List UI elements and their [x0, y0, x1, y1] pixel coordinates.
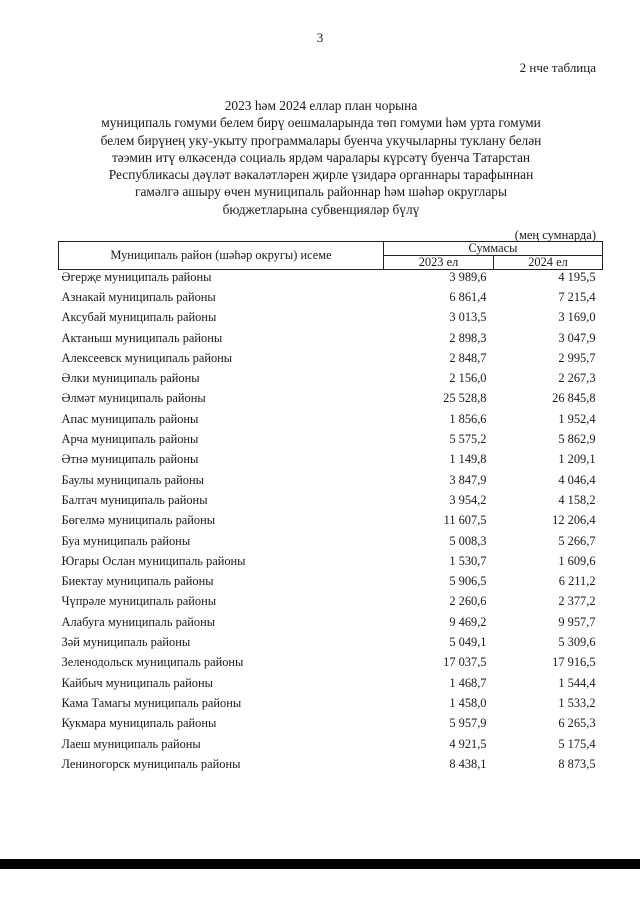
amount-2024-cell: 1 533,2	[558, 695, 596, 710]
district-name-cell: Югары Ослан муниципаль районы	[61, 553, 246, 568]
amount-2024-cell: 1 544,4	[558, 675, 596, 690]
amount-2023-cell: 5 575,2	[449, 432, 487, 447]
amount-2023-cell: 3 989,6	[449, 270, 487, 284]
amount-2023-cell: 25 528,8	[443, 391, 487, 406]
table-row	[59, 693, 603, 713]
scan-edge-bar	[0, 859, 640, 869]
page-number: 3	[316, 30, 324, 45]
amount-2024-cell: 6 211,2	[558, 574, 596, 589]
amount-2024-cell: 1 609,6	[558, 553, 596, 568]
amount-2024-cell: 4 046,4	[558, 472, 596, 487]
district-name-cell: Лаеш муниципаль районы	[61, 736, 201, 751]
amount-2023-cell: 5 049,1	[449, 635, 487, 650]
amount-2023-cell: 8 438,1	[449, 756, 487, 771]
amount-2023-cell: 2 156,0	[449, 371, 487, 386]
district-name-cell: Әлмәт муниципаль районы	[61, 391, 206, 406]
amount-2023-cell: 9 469,2	[449, 614, 487, 629]
table-row	[59, 470, 603, 490]
table-label: 2 нче таблица	[519, 60, 596, 75]
header-year-2024: 2024 ел	[494, 256, 603, 270]
table-row	[59, 348, 603, 368]
title-line: тәэмин итү өлкәсендә социаль ярдәм чаралары күрсәтү буенча Татарстан	[111, 149, 531, 165]
amount-2023-cell: 2 898,3	[449, 330, 487, 345]
amount-2023-cell: 5 906,5	[449, 574, 487, 589]
amount-2024-cell: 7 215,4	[558, 290, 596, 304]
table-row	[59, 388, 603, 408]
header-district-name: Муниципаль район (шәһәр округы) исеме	[59, 242, 384, 270]
table-row	[59, 612, 603, 632]
amount-2024-cell: 8 873,5	[558, 756, 596, 771]
amount-2023-cell: 5 008,3	[449, 533, 487, 548]
district-name-cell: Алабуга муниципаль районы	[61, 614, 216, 629]
table-row	[59, 449, 603, 469]
table-row	[59, 571, 603, 591]
district-name-cell: Апас муниципаль районы	[61, 411, 199, 426]
title-line: белем бирүнең уку-укыту программалары буенча укучыларны туклану белән	[100, 132, 542, 148]
amount-2024-cell: 6 265,3	[558, 716, 596, 731]
district-name-cell: Зәй муниципаль районы	[61, 635, 191, 650]
amount-2024-cell: 5 309,6	[558, 635, 596, 650]
district-name-cell: Алексеевск муниципаль районы	[61, 350, 233, 365]
table-body	[59, 270, 603, 775]
district-name-cell: Әгерҗе муниципаль районы	[61, 270, 212, 284]
amount-2024-cell: 9 957,7	[558, 614, 596, 629]
title-line: Республикасы дәүләт вәкаләтләрен җирле үзидарә органнары тарафыннан	[108, 167, 534, 183]
amount-2024-cell: 5 266,7	[558, 533, 596, 548]
amount-2023-cell: 3 954,2	[449, 492, 487, 507]
amount-2024-cell: 12 206,4	[552, 513, 596, 528]
amount-2023-cell: 1 458,0	[449, 695, 487, 710]
district-name-cell: Лениногорск муниципаль районы	[61, 756, 241, 771]
district-name-cell: Арча муниципаль районы	[61, 432, 199, 447]
table-row	[59, 307, 603, 327]
amount-2024-cell: 2 377,2	[558, 594, 596, 609]
district-name-cell: Әтнә муниципаль районы	[61, 452, 199, 467]
table-row	[59, 510, 603, 530]
amount-2024-cell: 2 267,3	[558, 371, 596, 386]
header-year-2023: 2023 ел	[384, 256, 494, 270]
table-row	[59, 713, 603, 733]
amount-2023-cell: 1 530,7	[449, 553, 487, 568]
amount-2023-cell: 3 013,5	[449, 310, 487, 325]
table-row	[59, 551, 603, 571]
table-row	[59, 632, 603, 652]
amount-2023-cell: 3 847,9	[449, 472, 487, 487]
amount-2024-cell: 5 175,4	[558, 736, 596, 751]
amount-2024-cell: 1 209,1	[558, 452, 596, 467]
amount-2023-cell: 17 037,5	[443, 655, 487, 670]
amount-2024-cell: 26 845,8	[552, 391, 596, 406]
amount-2023-cell: 2 848,7	[449, 350, 487, 365]
title-line: гамәлгә ашыру өчен муниципаль районнар һәм шәһәр округлары	[135, 184, 507, 200]
table-row	[59, 409, 603, 429]
document-title	[70, 97, 572, 218]
table-row	[59, 754, 603, 774]
district-name-cell: Кукмара муниципаль районы	[61, 716, 217, 731]
district-name-cell: Актаныш муниципаль районы	[61, 330, 223, 345]
amount-2023-cell: 6 861,4	[449, 290, 487, 304]
amount-2024-cell: 17 916,5	[552, 655, 596, 670]
district-name-cell: Аксубай муниципаль районы	[61, 310, 217, 325]
amount-2024-cell: 4 158,2	[558, 492, 596, 507]
amount-2024-cell: 2 995,7	[558, 350, 596, 365]
table-row	[59, 270, 603, 288]
amount-2023-cell: 5 957,9	[449, 716, 487, 731]
amount-2024-cell: 4 195,5	[558, 270, 596, 284]
district-name-cell: Кама Тамагы муниципаль районы	[61, 695, 242, 710]
district-name-cell: Зеленодольск муниципаль районы	[61, 655, 244, 670]
table-row	[59, 734, 603, 754]
district-name-cell: Әлки муниципаль районы	[61, 371, 200, 386]
amount-2023-cell: 4 921,5	[449, 736, 487, 751]
header-amount-group: Суммасы	[384, 242, 603, 256]
units-note: (мең сумнарда)	[514, 228, 596, 242]
table-row	[59, 490, 603, 510]
district-name-cell: Чүпрәле муниципаль районы	[61, 594, 217, 609]
table-row	[59, 368, 603, 388]
amount-2023-cell: 1 468,7	[449, 675, 487, 690]
district-name-cell: Азнакай муниципаль районы	[61, 290, 216, 304]
district-name-cell: Балтач муниципаль районы	[61, 492, 208, 507]
amount-2023-cell: 11 607,5	[443, 513, 487, 528]
title-line: бюджетларына субвенцияләр бүлү	[222, 201, 420, 217]
table-row	[59, 673, 603, 693]
title-line: муниципаль гомуми белем бирү оешмаларында төп гомуми һәм урта гомуми	[101, 115, 541, 131]
table-row	[59, 287, 603, 307]
amount-2023-cell: 2 260,6	[449, 594, 487, 609]
table-row	[59, 652, 603, 672]
subsidy-table	[58, 241, 603, 774]
amount-2024-cell: 1 952,4	[558, 411, 596, 426]
district-name-cell: Бөгелмә муниципаль районы	[61, 513, 216, 528]
district-name-cell: Кайбыч муниципаль районы	[61, 675, 213, 690]
amount-2024-cell: 5 862,9	[558, 432, 596, 447]
amount-2024-cell: 3 169,0	[558, 310, 596, 325]
amount-2024-cell: 3 047,9	[558, 330, 596, 345]
amount-2023-cell: 1 149,8	[449, 452, 487, 467]
district-name-cell: Биектау муниципаль районы	[61, 574, 214, 589]
table-row	[59, 591, 603, 611]
amount-2023-cell: 1 856,6	[449, 411, 487, 426]
title-line: 2023 һәм 2024 еллар план чорына	[224, 98, 418, 113]
table-row	[59, 328, 603, 348]
district-name-cell: Буа муниципаль районы	[61, 533, 191, 548]
table-row	[59, 429, 603, 449]
district-name-cell: Баулы муниципаль районы	[61, 472, 204, 487]
table-row	[59, 531, 603, 551]
